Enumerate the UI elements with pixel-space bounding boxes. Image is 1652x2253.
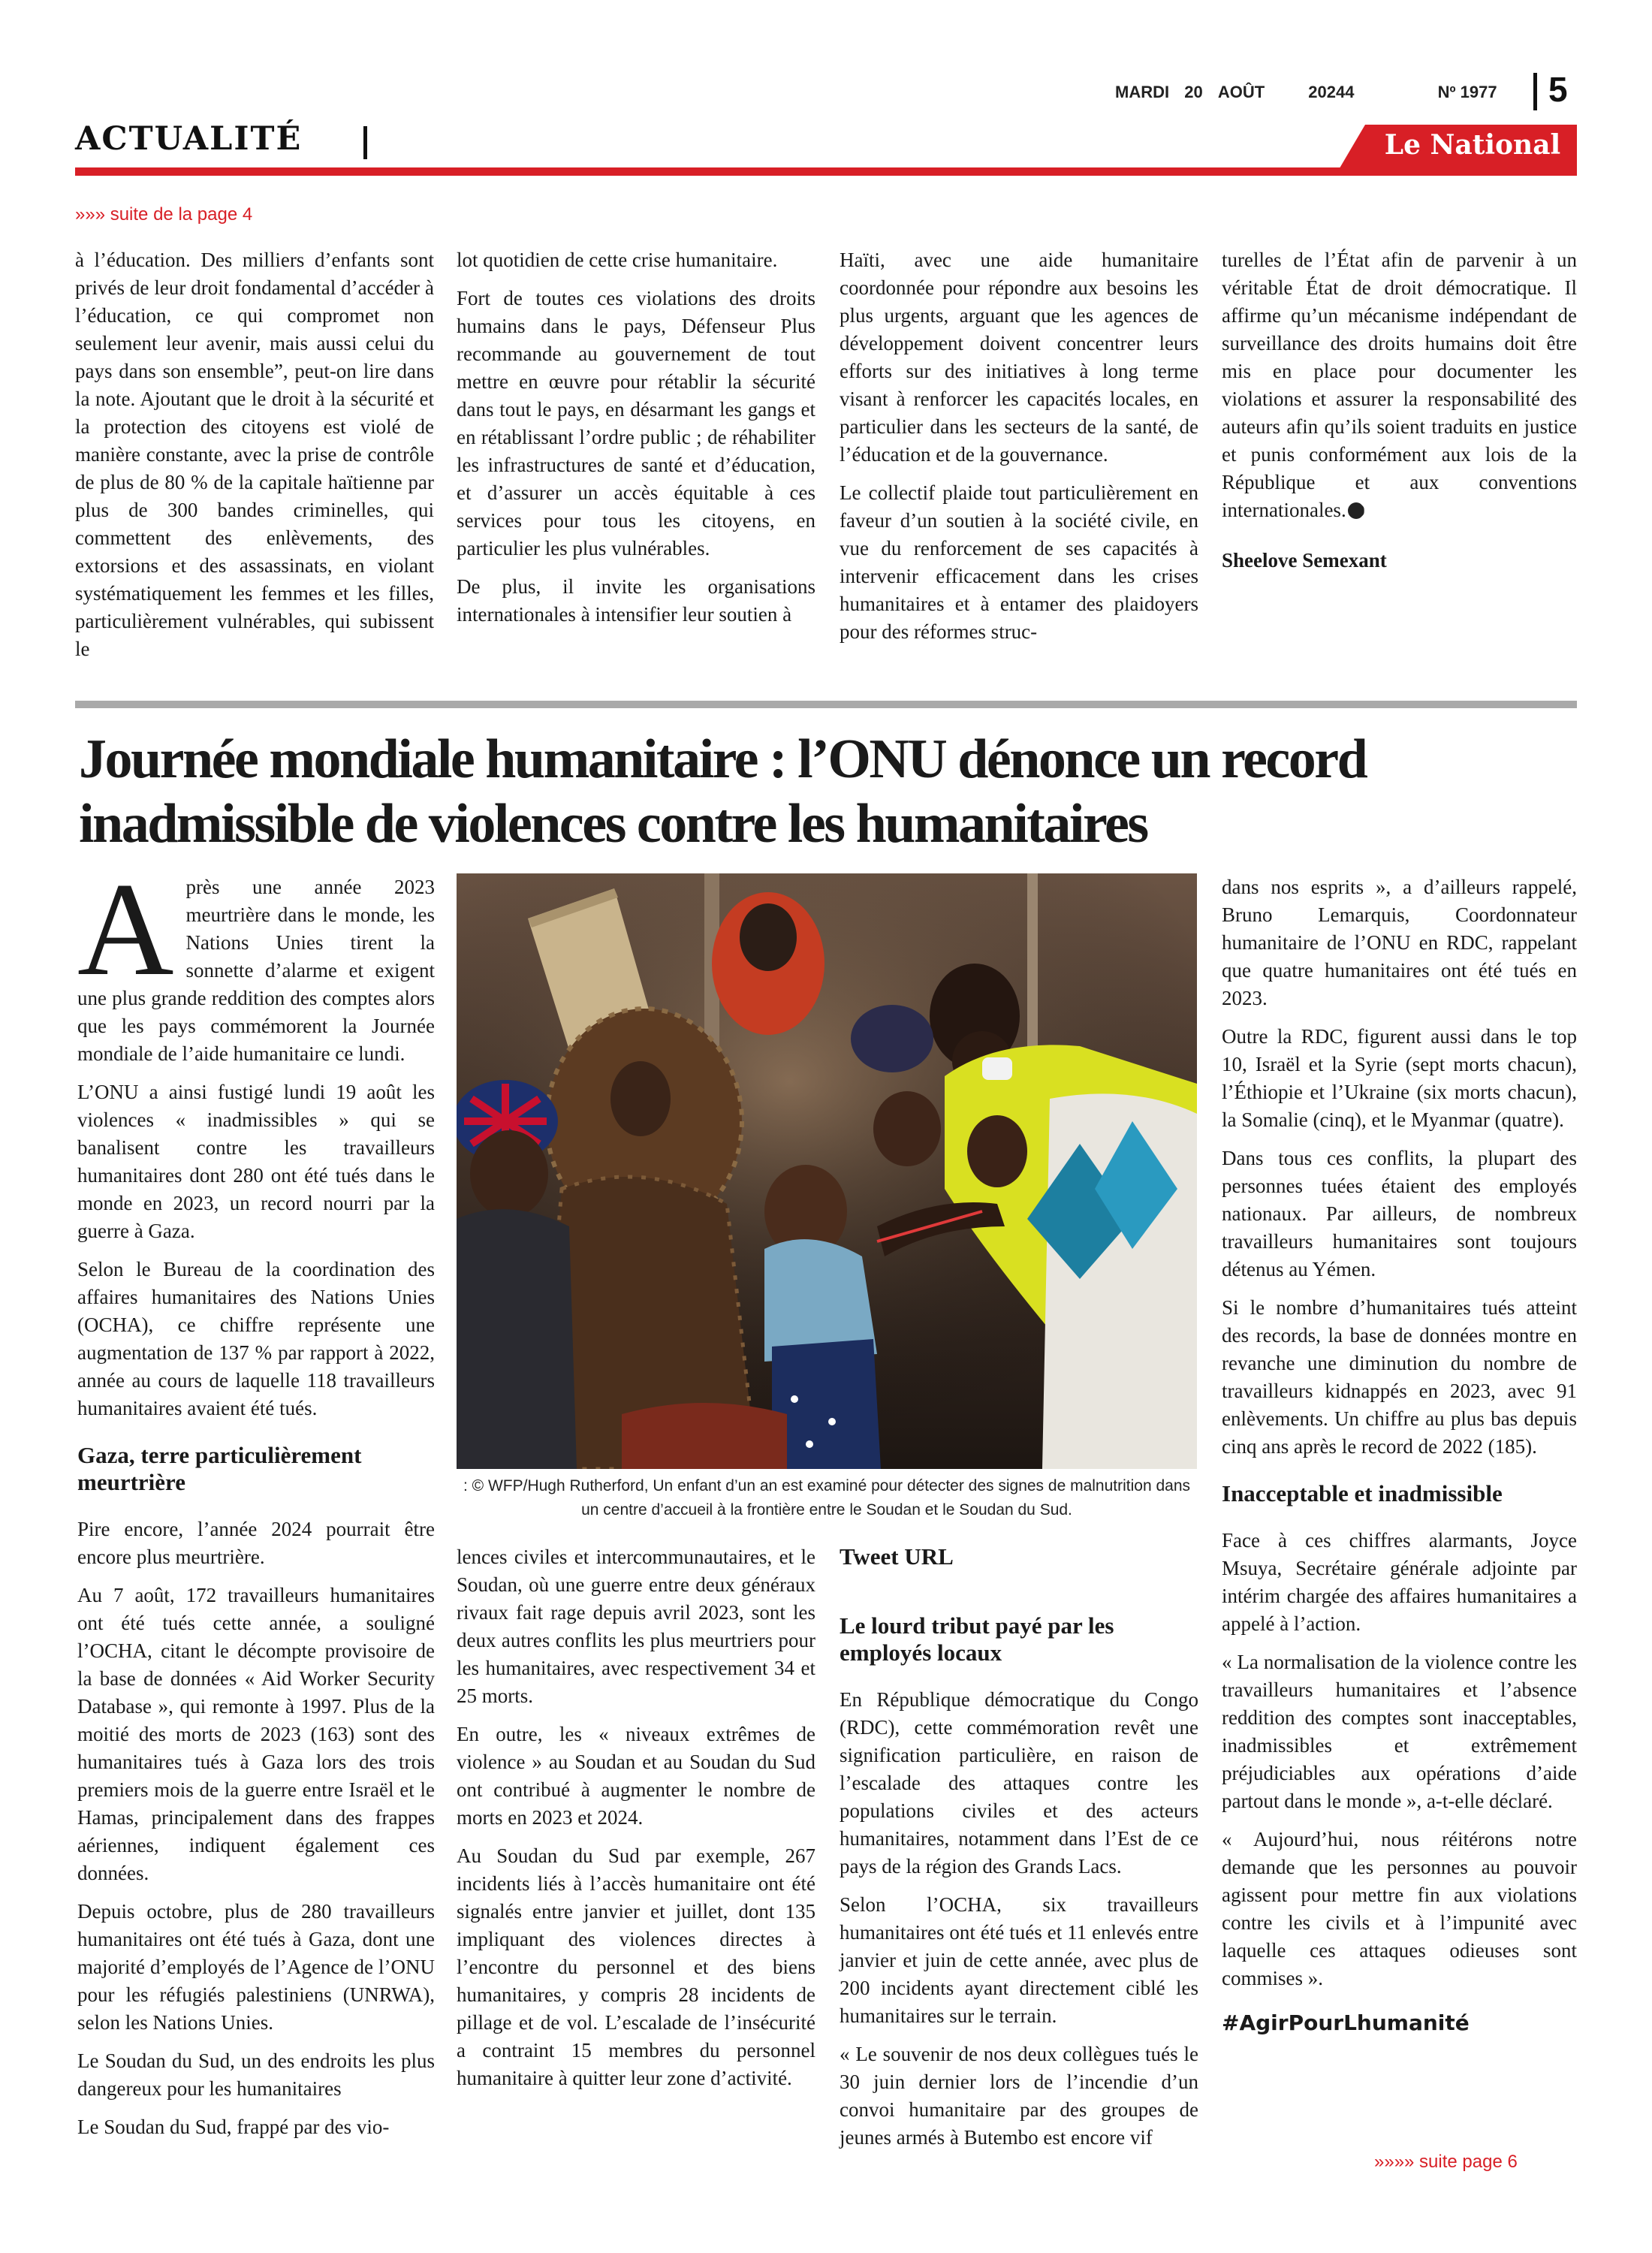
paragraph: En outre, les « niveaux extrêmes de violence » au Soudan et au Soudan du Sud ont contribué à augmenter le nombre de morts en 2023 et 2024. [457, 1723, 815, 1829]
drop-cap: A [77, 855, 174, 1003]
continued-from-label[interactable]: »»» suite de la page 4 [75, 204, 253, 225]
paragraph: Le collectif plaide tout particulièrement en faveur d’un soutien à la société civile, en vue du renforcement de ses capacités à intervenir efficacement dans les crises humanitaires et à entamer des plaidoyers pour des réformes struc- [840, 481, 1198, 643]
newspaper-brand: Le National [1384, 129, 1561, 161]
paragraph: lences civiles et intercommunautaires, et le Soudan, où une guerre entre deux généraux rivaux fait rage depuis avril 2023, sont les deux autres conflits les plus meurtriers pour les humanitaires, avec respectivement 34 et 25 morts. [457, 1546, 815, 1707]
paragraph: Si le nombre d’humanitaires tués atteint des records, la base de données montre en revanche une diminution du nombre de travailleurs kidnappés en 2023, avec 91 enlèvements. Un chiffre au plus bas depuis cinq ans après le record de 2022 (185). [1222, 1296, 1577, 1458]
paragraph: Pire encore, l’année 2024 pourrait être encore plus meurtrière. [77, 1518, 435, 1568]
issue-number: Nº 1977 [1437, 83, 1497, 101]
paragraph: Dans tous ces conflits, la plupart des personnes tuées étaient des employés nationaux. Par ailleurs, de nombreux travailleurs humanitaires sont toujours détenus au Yémen. [1222, 1147, 1577, 1280]
paragraph: Fort de toutes ces violations des droits humains dans le pays, Défenseur Plus recommande au gouvernement de tout mettre en œuvre pour rétablir la sécurité dans tout le pays, en désarmant les gangs et en rétablissant l’ordre public ; de réhabiliter les infrastructures de santé et d’éducation, et d’assurer un accès équitable à ces services pour tous les citoyens, en particulier les plus vulnérables. [457, 287, 815, 559]
main-article-column-4 [1222, 873, 1577, 2047]
paragraph-text: turelles de l’État afin de parvenir à un véritable État de droit démocratique. Il affirme qu’un mécanisme indépendant de surveillance des droits humains doit être mis en place pour documenter les violations et assurer la responsabilité des auteurs afin qu’ils soient traduits en justice et punis conformément aux lois de la République et aux conventions internationales. [1222, 249, 1577, 521]
article-divider [75, 701, 1577, 708]
paragraph: lot quotidien de cette crise humanitaire. [457, 249, 778, 271]
continued-to-label[interactable]: »»»» suite page 6 [1374, 2152, 1518, 2172]
main-article-column-2 [457, 1543, 815, 2103]
paragraph: Haïti, avec une aide humanitaire coordonnée pour répondre aux besoins les plus urgents, arguant que les agences de développement doivent concentrer leurs efforts sur des initiatives à long terme visant à renforcer les capacités locales, en particulier dans les secteurs de la santé, de l’éducation et de la gouvernance. [840, 249, 1198, 466]
paragraph [1222, 246, 1577, 524]
masthead-dateline [1115, 83, 1497, 102]
paragraph: « Le souvenir de nos deux collègues tués le 30 juin dernier lors de l’incendie d’un convoi humanitaire par des groupes de jeunes armés à Butembo est encore vif [840, 2043, 1198, 2149]
paragraph: Depuis octobre, plus de 280 travailleurs humanitaires ont été tués à Gaza, dont une majorité d’employés de l’Agence de l’ONU pour les réfugiés palestiniens (UNRWA), selon les Nations Unies. [77, 1900, 435, 2034]
lead-text: près une année 2023 meurtrière dans le monde, les Nations Unies tirent la sonnette d’alarme et exigent une plus grande reddition des comptes alors que les pays commémorent la Journée mondiale de l’aide humanitaire ce lundi. [77, 876, 435, 1065]
paragraph: Outre la RDC, figurent aussi dans le top 10, Israël et la Syrie (sept morts chacun), l’Éthiopie et l’Ukraine (six morts chacun), la Somalie (cinq), et le Myanmar (quatre). [1222, 1025, 1577, 1131]
tweet-link[interactable]: Tweet URL [840, 1543, 954, 1570]
paragraph: Selon l’OCHA, six travailleurs humanitaires ont été tués et 11 enlevés entre janvier et juin de cette année, avec plus de 200 incidents ayant directement ciblé les humanitaires sur le terrain. [840, 1893, 1198, 2027]
hashtag[interactable]: #AgirPourLhumanité [1222, 2010, 1470, 2035]
subheading: Gaza, terre particulièrement meurtrière [77, 1442, 362, 1495]
paragraph: Face à ces chiffres alarmants, Joyce Msuya, Secrétaire générale adjointe par intérim chargée des affaires humanitaires a appelé à l’action. [1222, 1529, 1577, 1635]
end-of-article-icon [1348, 502, 1364, 519]
paragraph: En République démocratique du Congo (RDC), cette commémoration revêt une signification particulière, en raison de l’escalade des attaques contre les populations civiles et des acteurs humanitaires, notamment dans l’Est de ce pays de la région des Grands Lacs. [840, 1688, 1198, 1878]
section-separator [363, 126, 367, 159]
issue-month: AOÛT [1217, 83, 1265, 101]
paragraph: De plus, il invite les organisations internationales à intensifier leur soutien à [457, 575, 815, 626]
issue-year: 20244 [1308, 83, 1355, 101]
news-photo-illustration [457, 873, 1197, 1469]
lead-paragraph [77, 855, 435, 1068]
section-label: ACTUALITÉ [75, 120, 303, 158]
main-article-column-3 [840, 1543, 1198, 2162]
issue-date: 20 [1184, 83, 1203, 101]
photo-caption: : © WFP/Hugh Rutherford, Un enfant d’un an est examiné pour détecter des signes de malnutrition dans un centre d’accueil à la frontière entre le Soudan et le Soudan du Sud. [463, 1477, 1190, 1519]
page-number-separator [1533, 73, 1537, 110]
paragraph: Au 7 août, 172 travailleurs humanitaires ont été tués cette année, a souligné l’OCHA, citant le décompte provisoire de la base de données « Aid Worker Security Database », qui remonte à 1997. Plus de la moitié des morts de 2023 (163) sont des humanitaires tués à Gaza lors des trois premiers mois de la guerre entre Israël et le Hamas, principalement dans des frappes aériennes, indiquent également ces données. [77, 1584, 435, 1884]
byline: Sheelove Semexant [1222, 549, 1387, 572]
subheading: Inacceptable et inadmissible [1222, 1480, 1503, 1507]
paragraph: L’ONU a ainsi fustigé lundi 19 août les violences « inadmissibles » qui se banalisent contre les travailleurs humanitaires dont 280 ont été tués dans le monde en 2023, un record nourri par la guerre à Gaza. [77, 1081, 435, 1242]
paragraph: « Aujourd’hui, nous réitérons notre demande que les personnes au pouvoir agissent pour mettre fin aux violations contre les civils et à l’impunité avec laquelle ces attaques odieuses sont commises ». [1222, 1828, 1577, 1989]
top-article-column-1 [75, 246, 434, 674]
paragraph: Le Soudan du Sud, frappé par des vio- [77, 2116, 390, 2138]
paragraph: dans nos esprits », a d’ailleurs rappelé, Bruno Lemarquis, Coordonnateur humanitaire de l’ONU en RDC, rappelant que quatre humanitaires ont été tués en 2023. [1222, 876, 1577, 1009]
headline: Journée mondiale humanitaire : l’ONU dénonce un record inadmissible de violences contre les humanitaires [79, 728, 1367, 855]
paragraph: « La normalisation de la violence contre les travailleurs humanitaires et l’absence reddition des comptes sont inacceptables, inadmissibles et extrêmement préjudiciables aux opérations d’aide partout dans le monde », a-t-elle déclaré. [1222, 1651, 1577, 1812]
paragraph: Selon le Bureau de la coordination des affaires humanitaires des Nations Unies (OCHA), ce chiffre représente une augmentation de 137 % par rapport à 2022, année au cours de laquelle 118 travailleurs humanitaires avaient été tués. [77, 1258, 435, 1419]
paragraph: Le Soudan du Sud, un des endroits les plus dangereux pour les humanitaires [77, 2049, 435, 2100]
subheading: Le lourd tribut payé par les employés locaux [840, 1612, 1114, 1666]
main-article-column-1 [77, 855, 435, 2152]
top-article-column-4 [1222, 246, 1577, 585]
top-article-column-2 [457, 246, 815, 639]
page-number: 5 [1548, 70, 1568, 109]
issue-day: MARDI [1115, 83, 1170, 101]
top-article-column-3 [840, 246, 1198, 656]
news-photo [457, 873, 1197, 1469]
paragraph: Au Soudan du Sud par exemple, 267 incidents liés à l’accès humanitaire ont été signalés entre janvier et juillet, dont 135 impliquant des violences directes à l’encontre du personnel et des biens humanitaires, y compris 28 incidents de pillage et de vol. L’escalade de l’insécurité a contraint 15 membres du personnel humanitaire à quitter leur zone d’activité. [457, 1844, 815, 2089]
paragraph: à l’éducation. Des milliers d’enfants sont privés de leur droit fondamental d’accéder à l’éducation, ce qui compromet non seulement leur avenir, mais aussi celui du pays dans son ensemble”, peut-on lire dans la note. Ajoutant que le droit à la sécurité et la protection des citoyens est violé de manière constante, avec la prise de contrôle de plus de 80 % de la capitale haïtienne par plus de 300 bandes criminelles, qui commettent des enlèvements, des extorsions et des assassinats, en violant systématiquement les femmes et les filles, particulièrement vulnérables, qui subissent le [75, 249, 434, 660]
